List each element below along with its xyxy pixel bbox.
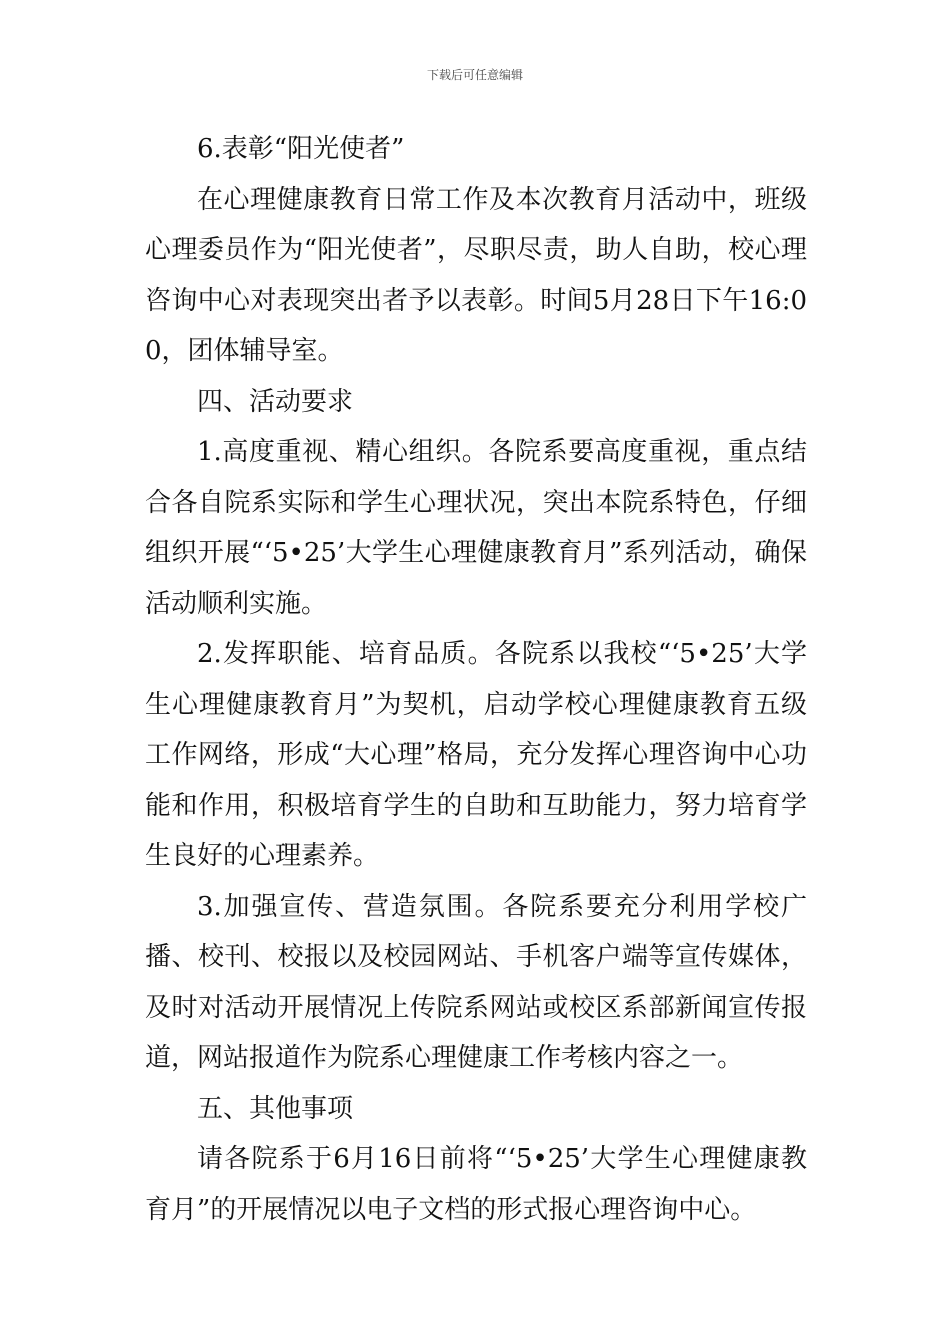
document-body bbox=[145, 124, 807, 1235]
section-4-heading: 四、活动要求 bbox=[197, 386, 354, 417]
requirement-3-text: 3.加强宣传、营造氛围。各院系要充分利用学校广播、校刊、校报以及校园网站、手机客户端等宣传媒体，及时对活动开展情况上传院系网站或校区系部新闻宣传报道，网站报道作为院系心理健康工作考核内容之一。 bbox=[145, 891, 807, 1073]
section-5-heading: 五、其他事项 bbox=[197, 1093, 354, 1124]
other-matters-text: 请各院系于6月16日前将“‘5•25’大学生心理健康教育月”的开展情况以电子文档的形式报心理咨询中心。 bbox=[145, 1144, 807, 1225]
section-item-6-heading: 6.表彰“阳光使者” bbox=[197, 134, 405, 164]
page-header: 下载后可任意编辑 bbox=[426, 68, 523, 82]
requirement-1-text: 1.高度重视、精心组织。各院系要高度重视，重点结合各自院系实际和学生心理状况，突出本院系特色，仔细组织开展“‘5•25’大学生心理健康教育月”系列活动，确保活动顺利实施。 bbox=[145, 437, 807, 619]
section-item-6-text: 在心理健康教育日常工作及本次教育月活动中，班级心理委员作为“阳光使者”，尽职尽责，助人自助，校心理咨询中心对表现突出者予以表彰。时间5月28日下午16:00，团体辅导室。 bbox=[145, 184, 807, 366]
requirement-2-text: 2.发挥职能、培育品质。各院系以我校“‘5•25’大学生心理健康教育月”为契机，启动学校心理健康教育五级工作网络，形成“大心理”格局，充分发挥心理咨询中心功能和作用，积极培育学生的自助和互助能力，努力培育学生良好的心理素养。 bbox=[145, 639, 807, 871]
